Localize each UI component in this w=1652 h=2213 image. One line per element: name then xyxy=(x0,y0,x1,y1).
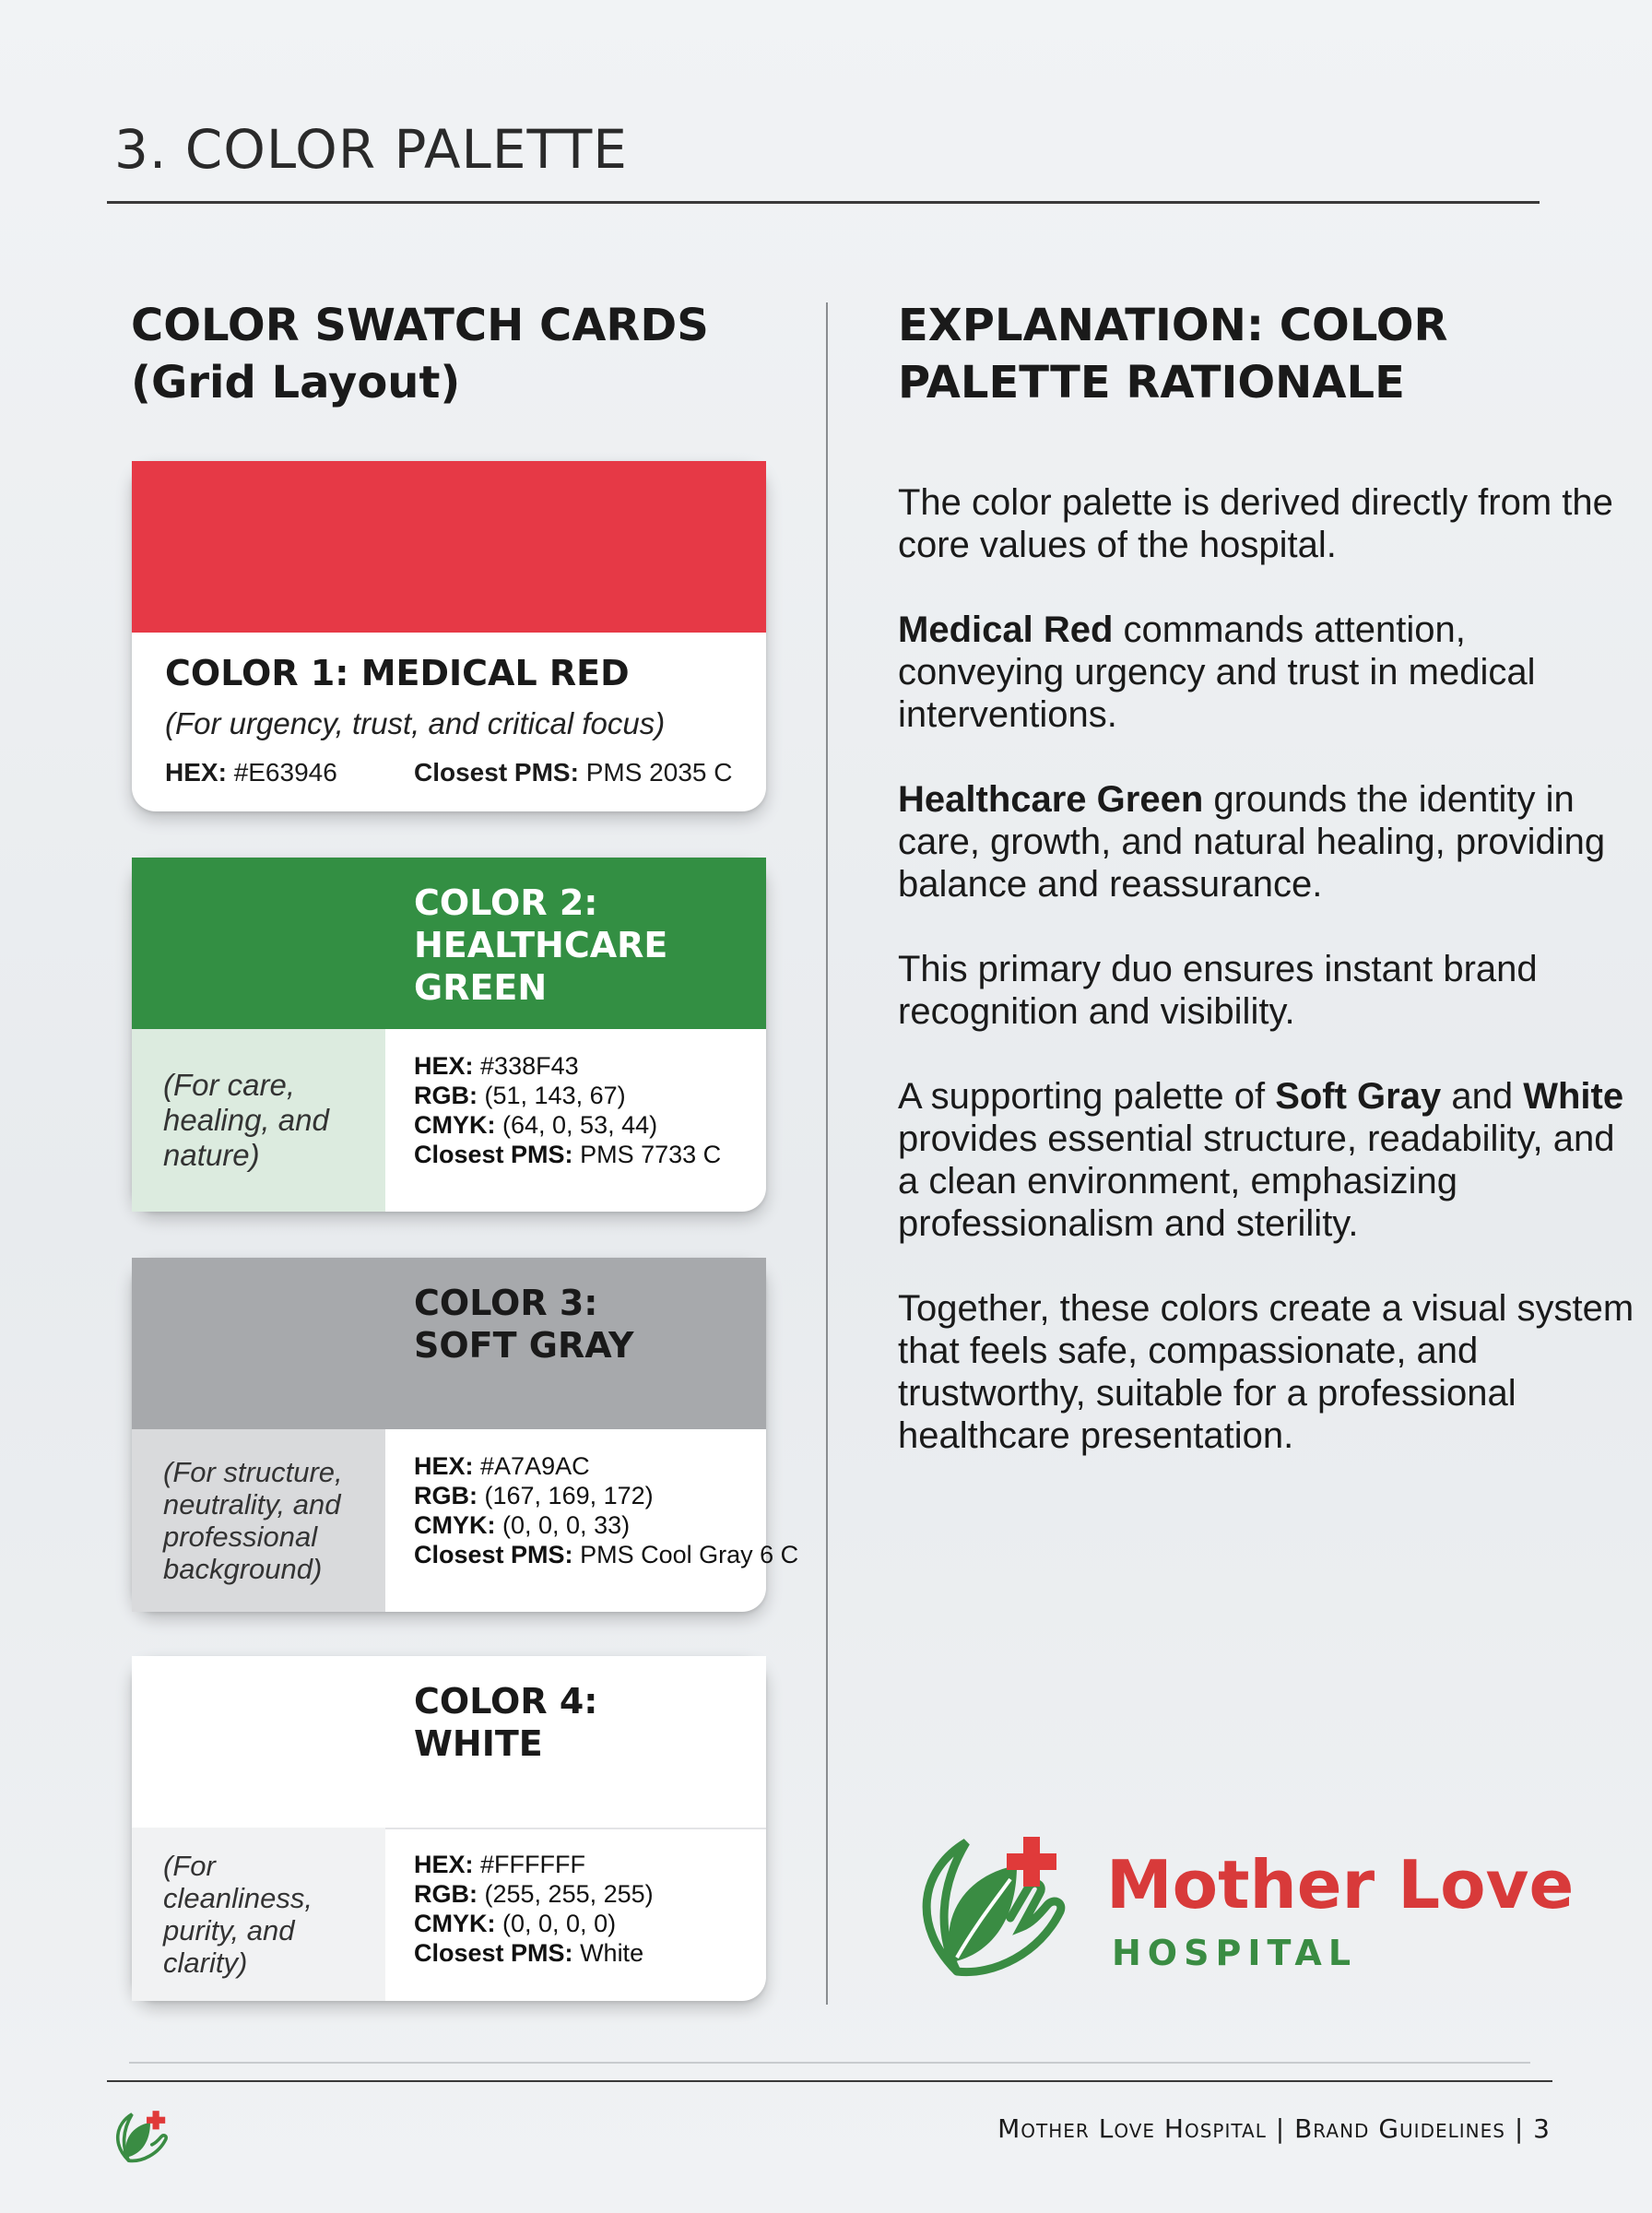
swatch-heading-line2: (Grid Layout) xyxy=(131,357,461,408)
swatch-purpose-panel xyxy=(132,1029,385,1212)
pms-value: PMS Cool Gray 6 C xyxy=(580,1541,799,1568)
footer-text: Mother Love Hospital | Brand Guidelines | 3 xyxy=(997,2113,1551,2144)
logo-subtitle: HOSPITAL xyxy=(1112,1933,1358,1973)
page-title: 3. COLOR PALETTE xyxy=(114,118,628,181)
swatch-pms xyxy=(414,758,732,787)
explanation-paragraph: Together, these colors create a visual system that feels safe, compassionate, and trustworthy, suitable for a professional healthcare presentation. xyxy=(898,1288,1634,1456)
footer-divider-light xyxy=(129,2062,1530,2064)
swatch-title-line: SOFT GRAY xyxy=(414,1325,634,1366)
swatch-title-line: HEALTHCARE xyxy=(414,925,668,965)
swatch-specs xyxy=(414,1850,764,1968)
explanation-paragraph xyxy=(898,609,1635,736)
explanation-body xyxy=(898,481,1635,1499)
hand-leaf-cross-icon xyxy=(902,1824,1086,1990)
explanation-text: A supporting palette of xyxy=(898,1076,1276,1117)
rgb-label: RGB: xyxy=(414,1082,478,1109)
footer-divider xyxy=(107,2080,1552,2082)
pms-value: PMS 2035 C xyxy=(585,758,733,787)
rgb-label: RGB: xyxy=(414,1482,478,1509)
column-divider xyxy=(826,302,828,2005)
pms-value: PMS 7733 C xyxy=(580,1141,722,1168)
swatch-color-band xyxy=(132,858,766,1029)
hand-leaf-cross-icon xyxy=(109,2104,175,2171)
swatch-card-medical-red xyxy=(132,461,766,811)
swatch-purpose: (For urgency, trust, and critical focus) xyxy=(165,706,666,740)
swatch-purpose-panel xyxy=(132,1828,385,2001)
title-divider xyxy=(107,201,1540,204)
rgb-label: RGB: xyxy=(414,1880,478,1908)
pms-label: Closest PMS: xyxy=(414,1939,573,1967)
hex-value: #E63946 xyxy=(233,758,337,787)
cmyk-value: (64, 0, 53, 44) xyxy=(502,1111,658,1139)
hex-value: #A7A9AC xyxy=(480,1452,590,1480)
swatch-heading-line1: COLOR SWATCH CARDS xyxy=(131,300,709,351)
swatch-color-band xyxy=(132,1258,766,1429)
swatch-section-heading xyxy=(131,297,776,411)
explanation-text: grounds the identity in care, growth, and natural healing, providing balance and reassurance. xyxy=(898,779,1606,905)
swatch-title xyxy=(414,882,755,1009)
swatch-specs xyxy=(414,1051,764,1169)
term-medical-red: Medical Red xyxy=(898,609,1114,650)
hex-value: #FFFFFF xyxy=(480,1851,586,1878)
swatch-color-band xyxy=(132,1656,766,1829)
swatch-title-line: COLOR 4: xyxy=(414,1681,598,1722)
hex-label: HEX: xyxy=(414,1052,474,1080)
rgb-value: (255, 255, 255) xyxy=(484,1880,654,1908)
hex-label: HEX: xyxy=(414,1452,474,1480)
swatch-card-soft-gray xyxy=(132,1258,799,1612)
swatch-title: COLOR 1: MEDICAL RED xyxy=(165,653,630,693)
hex-label: HEX: xyxy=(414,1851,474,1878)
swatch-title xyxy=(414,1680,755,1765)
pms-label: Closest PMS: xyxy=(414,1141,573,1168)
explanation-paragraph xyxy=(898,1075,1635,1245)
explanation-text: and xyxy=(1441,1076,1524,1117)
explanation-section-heading xyxy=(898,297,1562,411)
rgb-value: (51, 143, 67) xyxy=(484,1082,626,1109)
swatch-card-healthcare-green xyxy=(132,858,766,1212)
term-soft-gray: Soft Gray xyxy=(1275,1076,1442,1117)
swatch-purpose: (For structure, neutrality, and professional background) xyxy=(163,1456,343,1585)
swatch-title xyxy=(414,1282,755,1367)
swatch-card-white xyxy=(132,1656,766,2001)
hex-label: HEX: xyxy=(165,758,227,787)
swatch-title-line: COLOR 2: xyxy=(414,882,598,923)
cmyk-value: (0, 0, 0, 33) xyxy=(502,1511,631,1539)
swatch-purpose-panel xyxy=(132,1429,385,1612)
explanation-paragraph: The color palette is derived directly from the core values of the hospital. xyxy=(898,482,1613,565)
rgb-value: (167, 169, 172) xyxy=(484,1482,654,1509)
explanation-paragraph xyxy=(898,778,1635,905)
swatch-title-line: WHITE xyxy=(414,1723,543,1764)
swatch-purpose: (For care, healing, and nature) xyxy=(163,1068,329,1172)
hospital-logo xyxy=(902,1824,1575,1990)
term-white: White xyxy=(1523,1076,1624,1117)
cmyk-label: CMYK: xyxy=(414,1910,496,1937)
cmyk-value: (0, 0, 0, 0) xyxy=(502,1910,617,1937)
swatch-purpose: (For cleanliness, purity, and clarity) xyxy=(163,1850,313,1979)
logo-name: Mother Love xyxy=(1106,1846,1575,1923)
explanation-text: provides essential structure, readability, and a clean environment, emphasizing professionalism and sterility. xyxy=(898,1118,1615,1244)
term-healthcare-green: Healthcare Green xyxy=(898,779,1204,820)
pms-label: Closest PMS: xyxy=(414,1541,573,1568)
cmyk-label: CMYK: xyxy=(414,1511,496,1539)
pms-value: White xyxy=(580,1939,644,1967)
hex-value: #338F43 xyxy=(480,1052,579,1080)
explanation-heading-line1: EXPLANATION: COLOR xyxy=(898,300,1448,351)
swatch-hex xyxy=(165,758,337,787)
pms-label: Closest PMS: xyxy=(414,758,579,787)
swatch-title-line: COLOR 3: xyxy=(414,1283,598,1323)
cmyk-label: CMYK: xyxy=(414,1111,496,1139)
explanation-text: commands attention, conveying urgency and trust in medical interventions. xyxy=(898,609,1536,735)
explanation-paragraph: This primary duo ensures instant brand recognition and visibility. xyxy=(898,949,1538,1032)
explanation-heading-line2: PALETTE RATIONALE xyxy=(898,357,1405,408)
swatch-specs xyxy=(414,1451,799,1569)
swatch-color-band xyxy=(132,461,766,633)
swatch-title-line: GREEN xyxy=(414,967,548,1008)
